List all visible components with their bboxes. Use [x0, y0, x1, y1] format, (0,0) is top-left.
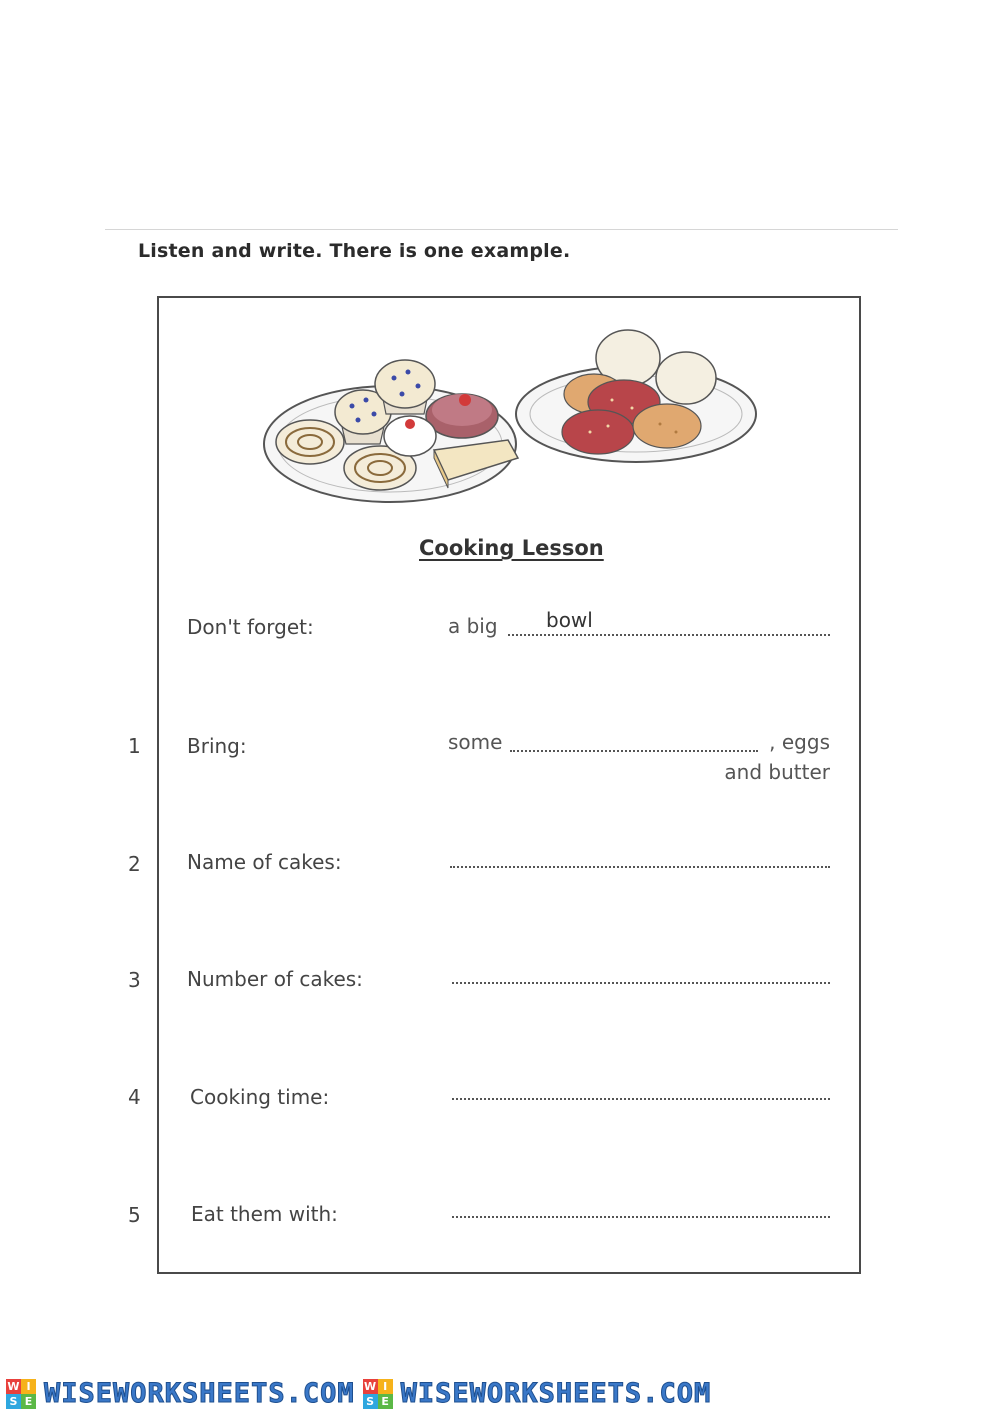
answer-suffix-line2: and butter [724, 760, 830, 784]
row-label-name-of-cakes: Name of cakes: [187, 850, 342, 874]
answer-prefix: a big [448, 614, 498, 638]
row-label-example: Don't forget: [187, 615, 314, 639]
watermark-logo-icon: W I S E [6, 1379, 36, 1409]
row-label-number-of-cakes: Number of cakes: [187, 967, 363, 991]
cakes-illustration [262, 322, 762, 512]
question-number: 1 [128, 734, 141, 758]
answer-line-5[interactable] [448, 1186, 830, 1226]
answer-suffix: , eggs [769, 730, 830, 754]
question-number: 4 [128, 1085, 141, 1109]
worksheet-title: Cooking Lesson [419, 536, 604, 560]
dotted-line[interactable] [452, 982, 830, 984]
answer-prefix: some [448, 730, 503, 754]
row-label-bring: Bring: [187, 734, 247, 758]
dotted-line[interactable] [450, 866, 830, 868]
dotted-line[interactable] [452, 1216, 830, 1218]
watermark-logo-icon: W I S E [363, 1379, 393, 1409]
top-divider [105, 229, 898, 230]
question-number: 5 [128, 1203, 141, 1227]
question-number: 2 [128, 852, 141, 876]
answer-line-2[interactable] [448, 836, 830, 876]
watermark-text: WISEWORKSHEETS.COM [400, 1378, 712, 1409]
answer-line-3[interactable] [448, 952, 830, 992]
answer-line-4[interactable] [448, 1068, 830, 1108]
dotted-line[interactable] [510, 750, 758, 752]
instruction-text: Listen and write. There is one example. [138, 240, 571, 262]
watermark-text: WISEWORKSHEETS.COM [44, 1378, 355, 1409]
answer-line-example [448, 604, 830, 644]
dotted-line[interactable] [452, 1098, 830, 1100]
example-answer: bowl [546, 608, 593, 632]
watermark-footer [0, 1374, 1000, 1413]
answer-line-1[interactable] [448, 720, 830, 784]
row-label-cooking-time: Cooking time: [190, 1085, 330, 1109]
row-label-eat-them-with: Eat them with: [191, 1202, 338, 1226]
question-number: 3 [128, 968, 141, 992]
dotted-line [508, 634, 830, 636]
